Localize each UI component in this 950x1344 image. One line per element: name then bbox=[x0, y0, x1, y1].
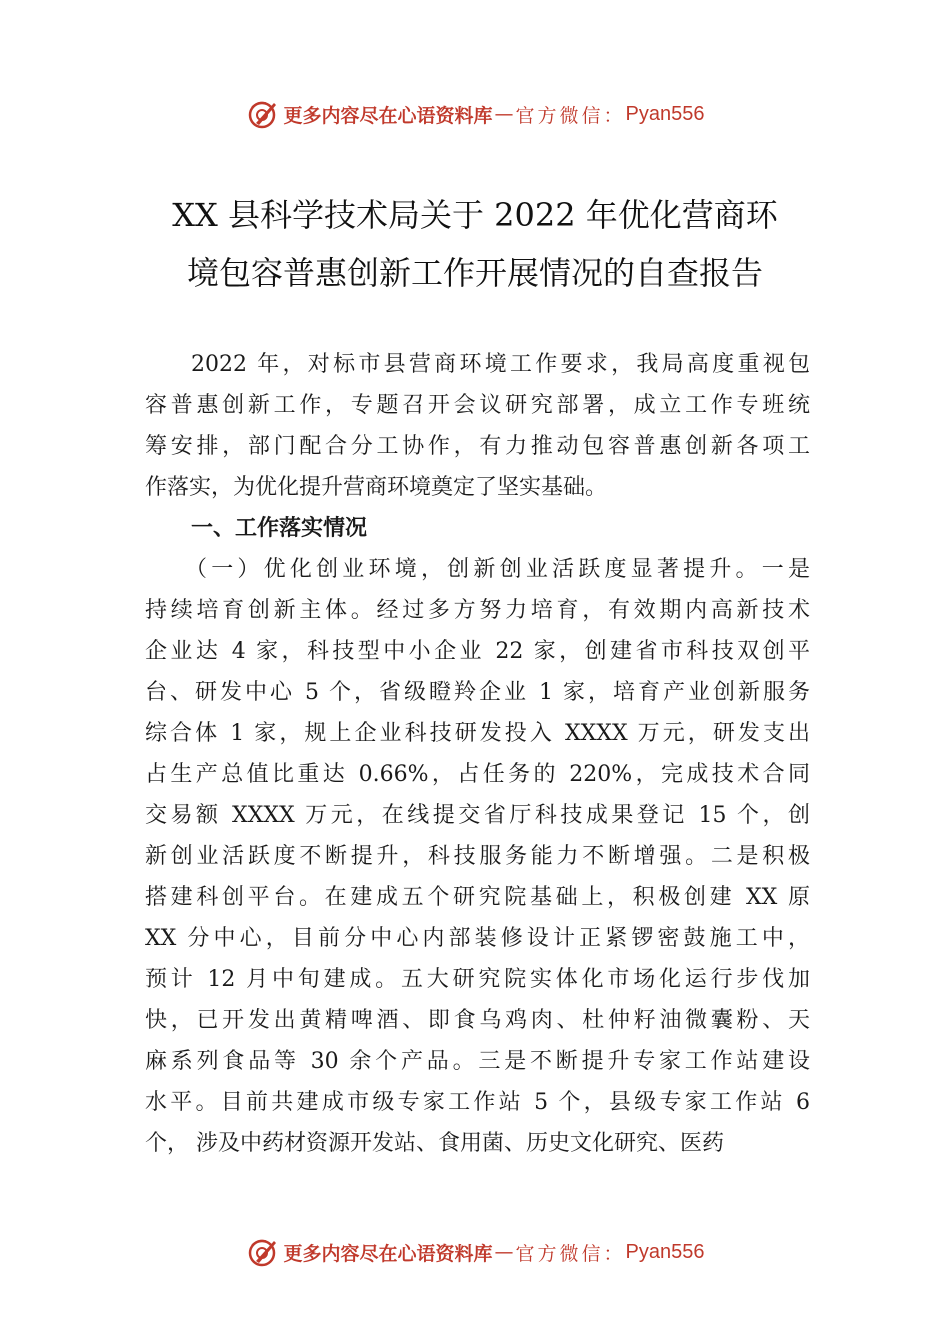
banner-wechat-label: 官方微信： bbox=[515, 104, 626, 127]
body-line: 交易额 XXXX 万元，在线提交省厅科技成果登记 15 个，创 bbox=[145, 803, 810, 828]
body-line: 占生产总值比重达 0.66%，占任务的 220%，完成技术合同 bbox=[145, 762, 810, 787]
banner-wechat-label: 官方微信： bbox=[515, 1242, 626, 1265]
banner-dash: — bbox=[494, 103, 514, 125]
title-line-1: XX 县科学技术局关于 2022 年优化营商环 bbox=[172, 196, 778, 234]
banner-main-text: 更多内容尽在心语资料库 bbox=[283, 104, 493, 127]
quill-swirl-icon bbox=[246, 97, 280, 131]
body-line: 个， 涉及中药材资源开发站、食用菌、历史文化研究、医药 bbox=[145, 1131, 724, 1156]
footer-banner bbox=[0, 1232, 950, 1272]
body-line: 搭建科创平台。在建成五个研究院基础上，积极创建 XX 原 bbox=[145, 885, 810, 910]
banner-wechat-id: Pyan556 bbox=[625, 102, 705, 125]
body-line: 新创业活跃度不断提升，科技服务能力不断增强。二是积极 bbox=[145, 844, 810, 869]
document-title bbox=[140, 186, 810, 302]
body-line: 企业达 4 家，科技型中小企业 22 家，创建省市科技双创平 bbox=[145, 639, 810, 664]
body-line: 水平。目前共建成市级专家工作站 5 个，县级专家工作站 6 bbox=[145, 1090, 810, 1115]
body-line: 快，已开发出黄精啤酒、即食乌鸡肉、杜仲籽油微囊粉、天 bbox=[145, 1008, 810, 1033]
banner-main-text: 更多内容尽在心语资料库 bbox=[283, 1242, 493, 1265]
title-line-2: 境包容普惠创新工作开展情况的自查报告 bbox=[186, 254, 763, 292]
banner-wechat-id: Pyan556 bbox=[625, 1240, 705, 1263]
body-line: （一）优化创业环境，创新创业活跃度显著提升。一是 bbox=[185, 557, 810, 582]
body-line: 台、研发中心 5 个，省级瞪羚企业 1 家，培育产业创新服务 bbox=[145, 680, 810, 705]
body-line: 持续培育创新主体。经过多方努力培育，有效期内高新技术 bbox=[145, 598, 810, 623]
body-line: XX 分中心，目前分中心内部装修设计正紧锣密鼓施工中， bbox=[145, 926, 810, 951]
intro-line: 筹安排，部门配合分工协作，有力推动包容普惠创新各项工 bbox=[145, 434, 810, 459]
body-line: 预计 12 月中旬建成。五大研究院实体化市场化运行步伐加 bbox=[145, 967, 810, 992]
document-body bbox=[145, 344, 810, 1164]
quill-swirl-icon bbox=[246, 1235, 280, 1269]
banner-dash: — bbox=[494, 1241, 514, 1263]
intro-line: 容普惠创新工作，专题召开会议研究部署，成立工作专班统 bbox=[145, 393, 810, 418]
body-line: 麻系列食品等 30 余个产品。三是不断提升专家工作站建设 bbox=[145, 1049, 810, 1074]
intro-line: 作落实，为优化提升营商环境奠定了坚实基础。 bbox=[145, 475, 608, 500]
body-line: 综合体 1 家，规上企业科技研发投入 XXXX 万元，研发支出 bbox=[145, 721, 810, 746]
section-heading: 一、工作落实情况 bbox=[191, 516, 368, 541]
header-banner bbox=[0, 94, 950, 134]
intro-line: 2022 年，对标市县营商环境工作要求，我局高度重视包 bbox=[191, 352, 810, 377]
